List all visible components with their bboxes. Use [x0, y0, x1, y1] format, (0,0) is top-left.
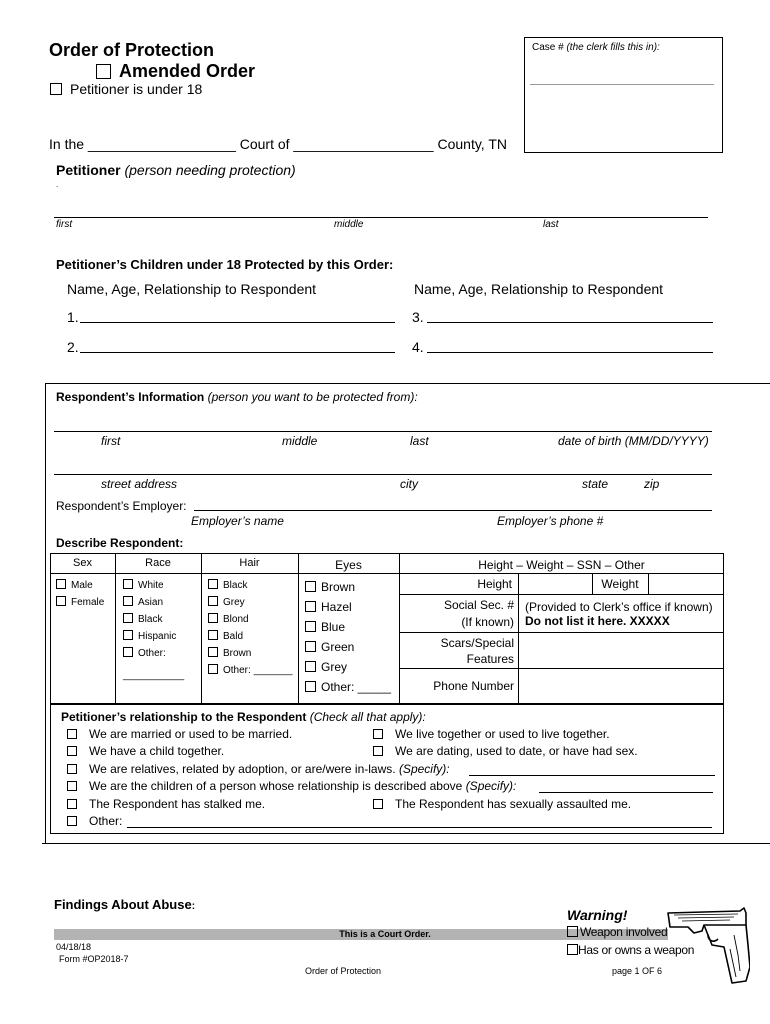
weight-divider-right	[648, 573, 649, 594]
employer-line[interactable]	[194, 510, 712, 511]
rel-child-option[interactable]: We have a child together.	[67, 744, 224, 758]
respondent-dob-label: date of birth (MM/DD/YYYY)	[558, 434, 709, 448]
children-col-label-right: Name, Age, Relationship to Respondent	[414, 281, 664, 297]
respondent-last-label: last	[410, 434, 429, 448]
hair-grey-checkbox[interactable]	[208, 596, 218, 606]
hair-black-option[interactable]: Black	[208, 580, 247, 591]
case-number-line	[530, 84, 714, 85]
ssn-label-1: Social Sec. #	[443, 598, 514, 612]
case-number-box[interactable]	[524, 37, 723, 153]
rel-assaulted-checkbox[interactable]	[373, 799, 383, 809]
rel-assaulted-option[interactable]: The Respondent has sexually assaulted me.	[373, 797, 631, 811]
respondent-address-line[interactable]	[54, 474, 712, 475]
footer-form-number: Form #OP2018-7	[59, 954, 129, 964]
rel-dating-option[interactable]: We are dating, used to date, or have had sex.	[373, 744, 638, 758]
hair-blond-checkbox[interactable]	[208, 613, 218, 623]
eyes-blue-option[interactable]: Blue	[305, 620, 345, 634]
hair-bald-option[interactable]: Bald	[208, 631, 243, 642]
weapon-involved-option[interactable]: Weapon involved	[567, 925, 667, 939]
height-row-rule	[399, 594, 724, 595]
hair-brown-option[interactable]: Brown	[208, 648, 251, 659]
ssn-label-2: (If known)	[461, 615, 514, 629]
eyes-blue-checkbox[interactable]	[305, 621, 316, 632]
rel-other-option[interactable]: Other:	[67, 814, 122, 828]
hair-blond-option[interactable]: Blond	[208, 614, 249, 625]
petitioner-middle-label: middle	[334, 219, 364, 230]
other-header-rule	[399, 573, 724, 574]
rel-relatives-option[interactable]: We are relatives, related by adoption, or are/were in-laws. (Specify):	[67, 762, 450, 776]
respondent-frame-top	[45, 383, 770, 384]
amended-order-checkbox[interactable]	[96, 64, 111, 79]
relationship-heading: Petitioner’s relationship to the Respondent (Check all that apply):	[61, 710, 426, 724]
eyes-hazel-checkbox[interactable]	[305, 601, 316, 612]
eyes-grey-checkbox[interactable]	[305, 661, 316, 672]
eyes-brown-checkbox[interactable]	[305, 581, 316, 592]
respondent-name-line[interactable]	[54, 431, 712, 432]
rel-children-of-specify-line[interactable]	[539, 792, 713, 793]
findings-heading: Findings About Abuse:	[54, 897, 196, 912]
height-label: Height	[477, 577, 512, 591]
page-title: Order of Protection	[49, 40, 215, 60]
petitioner-first-label: first	[56, 219, 73, 230]
scars-row-rule	[399, 668, 724, 669]
sex-male-checkbox[interactable]	[56, 579, 66, 589]
petitioner-last-label: last	[543, 219, 559, 230]
race-white-checkbox[interactable]	[123, 579, 133, 589]
eyes-other-checkbox[interactable]	[305, 681, 316, 692]
rel-relatives-specify-line[interactable]	[469, 775, 715, 776]
under18-option	[50, 81, 202, 97]
header-race: Race	[145, 557, 171, 569]
rel-married-option[interactable]: We are married or used to be married.	[67, 727, 292, 741]
child-4-label: 4.	[412, 339, 424, 355]
owns-weapon-option[interactable]: Has or owns a weapon	[567, 943, 694, 957]
rel-live-checkbox[interactable]	[373, 729, 383, 739]
race-white-option[interactable]: White	[123, 580, 164, 591]
handgun-icon	[664, 905, 750, 985]
footer-page-number: page 1 OF 6	[612, 966, 663, 976]
children-col-label-left: Name, Age, Relationship to Respondent	[67, 281, 317, 297]
race-black-checkbox[interactable]	[123, 613, 133, 623]
owns-weapon-checkbox[interactable]	[567, 944, 578, 955]
phone-label: Phone Number	[433, 679, 514, 693]
respondent-first-label: first	[101, 434, 121, 448]
petitioner-name-line[interactable]	[54, 217, 708, 218]
weight-label: Weight	[601, 577, 639, 591]
child-2-label: 2.	[67, 339, 79, 355]
header-other: Height – Weight – SSN – Other	[478, 558, 645, 572]
scars-label-2: Features	[466, 652, 514, 666]
respondent-zip-label: zip	[644, 477, 660, 491]
warning-title: Warning!	[567, 907, 628, 923]
header-eyes: Eyes	[335, 558, 362, 572]
court-order-text: This is a Court Order.	[339, 929, 431, 939]
header-sex: Sex	[73, 557, 92, 569]
children-heading: Petitioner’s Children under 18 Protected by this Order:	[56, 257, 394, 272]
hair-other-checkbox[interactable]	[208, 664, 218, 674]
race-black-option[interactable]: Black	[123, 614, 162, 625]
hair-grey-option[interactable]: Grey	[208, 597, 245, 608]
race-asian-option[interactable]: Asian	[123, 597, 163, 608]
rel-married-checkbox[interactable]	[67, 729, 77, 739]
respondent-street-label: street address	[101, 477, 178, 491]
under18-label: Petitioner is under 18	[70, 81, 203, 97]
respondent-state-label: state	[582, 477, 609, 491]
eyes-brown-option[interactable]: Brown	[305, 580, 355, 594]
rel-other-line[interactable]	[127, 827, 712, 828]
amended-order-option	[96, 61, 255, 82]
case-label: Case # (the clerk fills this in):	[532, 42, 660, 53]
petitioner-dot: .	[56, 180, 59, 189]
eyes-other-option[interactable]: Other: _____	[305, 680, 391, 694]
hair-black-checkbox[interactable]	[208, 579, 218, 589]
describe-heading: Describe Respondent:	[56, 536, 184, 550]
child-4-line[interactable]	[427, 352, 713, 353]
respondent-frame-bottom	[42, 843, 770, 844]
col-divider-hair-eyes	[298, 553, 299, 704]
under18-checkbox[interactable]	[50, 83, 62, 95]
respondent-middle-label: middle	[282, 434, 318, 448]
scars-label-1: Scars/Special	[440, 636, 514, 650]
col-divider-sex-race	[115, 553, 116, 704]
rel-child-checkbox[interactable]	[67, 746, 77, 756]
child-1-line[interactable]	[80, 322, 395, 323]
weapon-involved-checkbox[interactable]	[567, 926, 578, 937]
child-1-label: 1.	[67, 309, 79, 325]
employer-label: Respondent’s Employer:	[56, 499, 187, 513]
footer-document-title: Order of Protection	[305, 966, 382, 976]
rel-relatives-checkbox[interactable]	[67, 764, 77, 774]
eyes-green-checkbox[interactable]	[305, 641, 316, 652]
describe-header-rule-left	[50, 573, 399, 574]
ssn-note-1: (Provided to Clerk’s office if known)	[525, 600, 713, 614]
footer-date: 04/18/18	[56, 942, 92, 952]
header-hair: Hair	[239, 557, 260, 569]
rel-other-checkbox[interactable]	[67, 816, 77, 826]
rel-children-of-checkbox[interactable]	[67, 781, 77, 791]
sex-female-option[interactable]: Female	[56, 597, 104, 608]
race-other-blank[interactable]: ___________	[123, 670, 185, 681]
ssn-note-2: Do not list it here. XXXXX	[525, 614, 670, 628]
rel-stalked-checkbox[interactable]	[67, 799, 77, 809]
child-3-label: 3.	[412, 309, 424, 325]
rel-live-option[interactable]: We live together or used to live together.	[373, 727, 610, 741]
race-other-checkbox[interactable]	[123, 647, 133, 657]
race-asian-checkbox[interactable]	[123, 596, 133, 606]
sex-male-option[interactable]: Male	[56, 580, 93, 591]
employer-phone-label: Employer’s phone #	[497, 514, 604, 528]
eyes-grey-option[interactable]: Grey	[305, 660, 347, 674]
eyes-green-option[interactable]: Green	[305, 640, 354, 654]
hair-other-option[interactable]: Other: _______	[208, 665, 293, 676]
respondent-heading: Respondent’s Information (person you want to be protected from):	[56, 390, 418, 404]
petitioner-heading: Petitioner (person needing protection)	[56, 162, 296, 178]
court-line[interactable]: In the ___________________ Court of __________________ County, TN	[49, 136, 507, 152]
rel-stalked-option[interactable]: The Respondent has stalked me.	[67, 797, 265, 811]
child-3-line[interactable]	[427, 322, 713, 323]
rel-children-of-option[interactable]: We are the children of a person whose relationship is described above (Specify):	[67, 779, 516, 793]
col-divider-race-hair	[201, 553, 202, 704]
ssn-row-rule	[399, 632, 724, 633]
eyes-hazel-option[interactable]: Hazel	[305, 600, 352, 614]
respondent-frame-left	[45, 383, 46, 843]
respondent-city-label: city	[400, 477, 418, 491]
hair-brown-checkbox[interactable]	[208, 647, 218, 657]
rel-dating-checkbox[interactable]	[373, 746, 383, 756]
race-hispanic-checkbox[interactable]	[123, 630, 133, 640]
other-label-divider	[518, 573, 519, 704]
sex-female-checkbox[interactable]	[56, 596, 66, 606]
race-other-option[interactable]: Other:	[123, 648, 166, 659]
race-hispanic-option[interactable]: Hispanic	[123, 631, 176, 642]
employer-name-label: Employer’s name	[191, 514, 284, 528]
child-2-line[interactable]	[80, 352, 395, 353]
amended-order-label: Amended Order	[119, 61, 256, 81]
hair-bald-checkbox[interactable]	[208, 630, 218, 640]
